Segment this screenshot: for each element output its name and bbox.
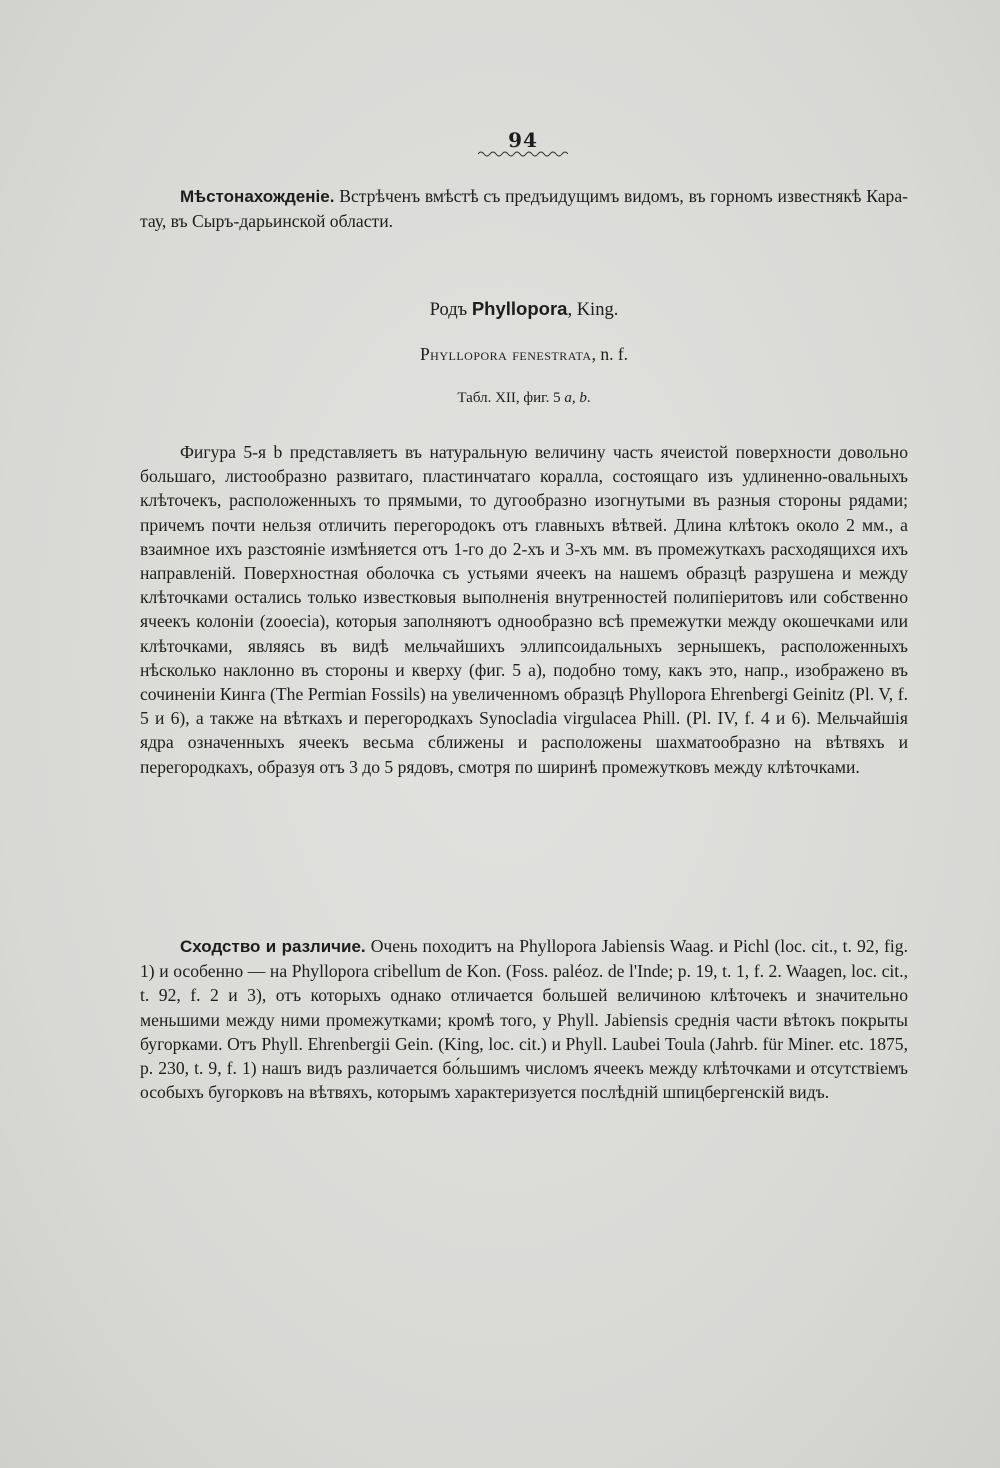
plate-figures: a, b	[564, 390, 587, 406]
plate-end: .	[586, 390, 591, 406]
genus-name: Phyllopora	[471, 298, 568, 319]
page-number-ornament	[478, 150, 568, 158]
genus-prefix: Родъ	[429, 300, 468, 320]
species-suffix: , n. f.	[591, 344, 629, 364]
location-text: Встрѣченъ вмѣстѣ съ предъидущимъ видомъ, въ горномъ известнякѣ Кара-тау, въ Сыръ-дарьинской области.	[140, 186, 908, 232]
genus-author: , King.	[567, 300, 619, 320]
plate-reference	[140, 390, 908, 407]
similarity-text: Очень походитъ на Phyllopora Jabiensis Waag. и Pichl (loc. cit., t. 92, fig. 1) и особенно — на Phyllopora cribellum de Kon. (Foss. paléoz. de l'Inde; p. 19, t. 1, f. 2. Waagen, loc. cit., t. 92, f. 2 и 3), отъ которыхъ однако отличается большей величиною клѣточекъ и значительно меньшими между ними промежутками; кромѣ того, у Phyll. Jabiensis среднія части вѣтокъ покрыты бугорками. Отъ Phyll. Ehrenbergii Gein. (King, loc. cit.) и Phyll. Laubei Toula (Jahrb. für Miner. etc. 1875, p. 230, t. 9, f. 1) нашъ видъ различается бо́льшимъ числомъ ячеекъ между клѣточками и отсутствіемъ особыхъ бугорковъ на вѣтвяхъ, которымъ характеризуется послѣдній шпицбергенскій видъ.	[140, 936, 908, 1103]
species-heading	[140, 344, 908, 365]
page-number: 94	[508, 128, 538, 152]
description-section	[140, 440, 908, 779]
species-name: Phyllopora fenestrata	[419, 344, 592, 364]
similarity-heading: Сходство и различие.	[180, 937, 366, 956]
genus-heading	[140, 298, 908, 321]
similarity-section	[140, 934, 908, 1104]
plate-label: Табл. XII, фиг. 5	[457, 390, 561, 406]
location-heading: Мѣстонахожденіе.	[180, 187, 335, 206]
location-section	[140, 184, 908, 233]
description-text: Фигура 5-я b представляетъ въ натуральную величину часть ячеистой поверхности довольно большаго, листообразно развитаго, пластинчатаго коралла, состоящаго изъ удлиненно-овальныхъ клѣточекъ, расположенныхъ то прямыми, то дугообразно изогнутыми въ разныя стороны рядами; причемъ почти нельзя отличить перегородокъ отъ главныхъ вѣтвей. Длина клѣтокъ около 2 мм., а взаимное ихъ разстояніе измѣняется отъ 1-го до 2-хъ и 3-хъ мм. въ промежуткахъ расходящихся ихъ направленій. Поверхностная оболочка съ устьями ячеекъ на нашемъ образцѣ разрушена и между клѣточками остались только известковыя выполненія внутренностей полипіеритовъ или собственно ячеекъ колоніи (zooecia), которыя заполняютъ однообразно всѣ премежутки между окошечками или клѣточками, являясь въ видѣ мельчайшихъ эллипсоидальныхъ зернышекъ, расположенныхъ нѣсколько наклонно въ стороны и кверху (фиг. 5 a), подобно тому, какъ это, напр., изображено въ сочиненіи Кинга (The Permian Fossils) на увеличенномъ образцѣ Phyllopora Ehrenbergi Geinitz (Pl. V, f. 5 и 6), а также на вѣткахъ и перегородкахъ Synocladia virgulacea Phill. (Pl. IV, f. 4 и 6). Мельчайшія ядра означенныхъ ячеекъ весьма сближены и расположены шахматообразно на вѣтвяхъ и перегородкахъ, образуя отъ 3 до 5 рядовъ, смотря по ширинѣ промежутковъ между клѣточками.	[140, 442, 908, 777]
